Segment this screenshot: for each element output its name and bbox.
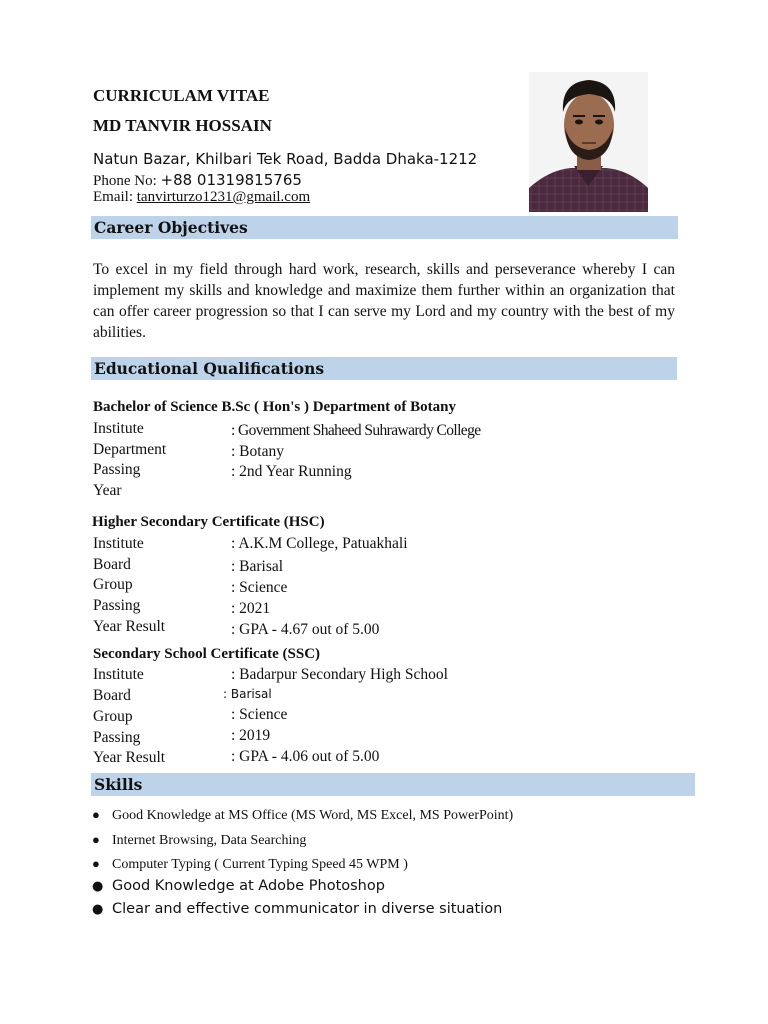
candidate-name: MD TANVIR HOSSAIN: [93, 116, 272, 135]
skill-text: Computer Typing ( Current Typing Speed 45 WPM ): [112, 857, 408, 872]
ssc-group-value: : Science: [231, 706, 288, 723]
bsc-passing-value: : 2nd Year Running: [231, 463, 352, 480]
bullet-icon: ●: [92, 807, 100, 822]
skill-text: Good Knowledge at MS Office (MS Word, MS Excel, MS PowerPoint): [112, 808, 514, 823]
document-title: CURRICULAM VITAE: [93, 86, 270, 105]
skill-item: [92, 807, 513, 824]
ssc-heading: Secondary School Certificate (SSC): [93, 646, 321, 662]
bsc-passing-label: Passing: [93, 461, 141, 478]
phone-number: +88 01319815765: [160, 171, 302, 189]
bsc-heading: Bachelor of Science B.Sc ( Hon's ) Department of Botany: [93, 399, 457, 415]
skill-item: [92, 901, 502, 917]
bsc-department-label: Department: [93, 441, 167, 458]
hsc-group-label: Group: [93, 576, 133, 593]
section-header-education: [91, 357, 677, 380]
hsc-board-label: Board: [93, 556, 131, 573]
ssc-result-value: : GPA - 4.06 out of 5.00: [231, 748, 380, 765]
ssc-board-value: : Barisal: [223, 687, 272, 701]
bullet-icon: ●: [92, 902, 104, 917]
hsc-group-value: : Science: [231, 579, 288, 596]
skill-text: Clear and effective communicator in diverse situation: [112, 901, 503, 917]
email-label: Email:: [93, 189, 133, 205]
email-line: [93, 189, 310, 206]
ssc-institute-value: : Badarpur Secondary High School: [231, 666, 448, 683]
ssc-passing-label: Passing: [93, 729, 141, 746]
bsc-year-label: Year: [93, 482, 122, 499]
bullet-icon: ●: [92, 879, 104, 894]
profile-photo: [519, 70, 658, 216]
skill-item: [92, 878, 385, 894]
address: Natun Bazar, Khilbari Tek Road, Badda Dhaka-1212: [93, 150, 478, 168]
hsc-passing-label: Passing: [93, 597, 141, 614]
section-title-skills: Skills: [94, 775, 143, 794]
email-link[interactable]: tanvirturzo1231@gmail.com: [136, 189, 311, 205]
hsc-result-label: Year Result: [93, 618, 166, 635]
hsc-heading: Higher Secondary Certificate (HSC): [92, 514, 325, 530]
hsc-institute-label: Institute: [93, 535, 144, 552]
skill-item: [92, 832, 306, 849]
hsc-result-value: : GPA - 4.67 out of 5.00: [231, 621, 380, 638]
section-title-career: Career Objectives: [94, 218, 248, 237]
section-header-career: [91, 216, 678, 239]
career-objective-text: To excel in my field through hard work, research, skills and perseverance whereby I can implement my skills and knowledge and maximize them further within an organization that can offer career progression so that I can serve my Lord and my country with the best of my abilities.: [93, 261, 675, 341]
hsc-institute-value: : A.K.M College, Patuakhali: [231, 535, 408, 552]
bsc-institute-label: Institute: [93, 420, 144, 437]
bsc-institute-value: : Government Shaheed Suhrawardy College: [231, 422, 481, 439]
profile-photo-image: [519, 70, 658, 216]
phone-label: Phone No:: [93, 173, 157, 189]
bullet-icon: ●: [92, 832, 100, 847]
bullet-icon: ●: [92, 856, 100, 871]
ssc-institute-label: Institute: [93, 666, 144, 683]
ssc-result-label: Year Result: [93, 749, 166, 766]
section-title-education: Educational Qualifications: [94, 359, 325, 378]
bsc-department-value: : Botany: [231, 443, 284, 460]
ssc-passing-value: : 2019: [231, 727, 271, 744]
hsc-passing-value: : 2021: [231, 600, 271, 617]
hsc-board-value: : Barisal: [231, 558, 284, 575]
section-header-skills: [91, 773, 695, 796]
ssc-board-label: Board: [93, 687, 131, 704]
phone-line: [93, 171, 302, 190]
skill-item: [92, 856, 408, 873]
ssc-group-label: Group: [93, 708, 133, 725]
skill-text: Internet Browsing, Data Searching: [112, 833, 307, 848]
skill-text: Good Knowledge at Adobe Photoshop: [112, 878, 385, 894]
